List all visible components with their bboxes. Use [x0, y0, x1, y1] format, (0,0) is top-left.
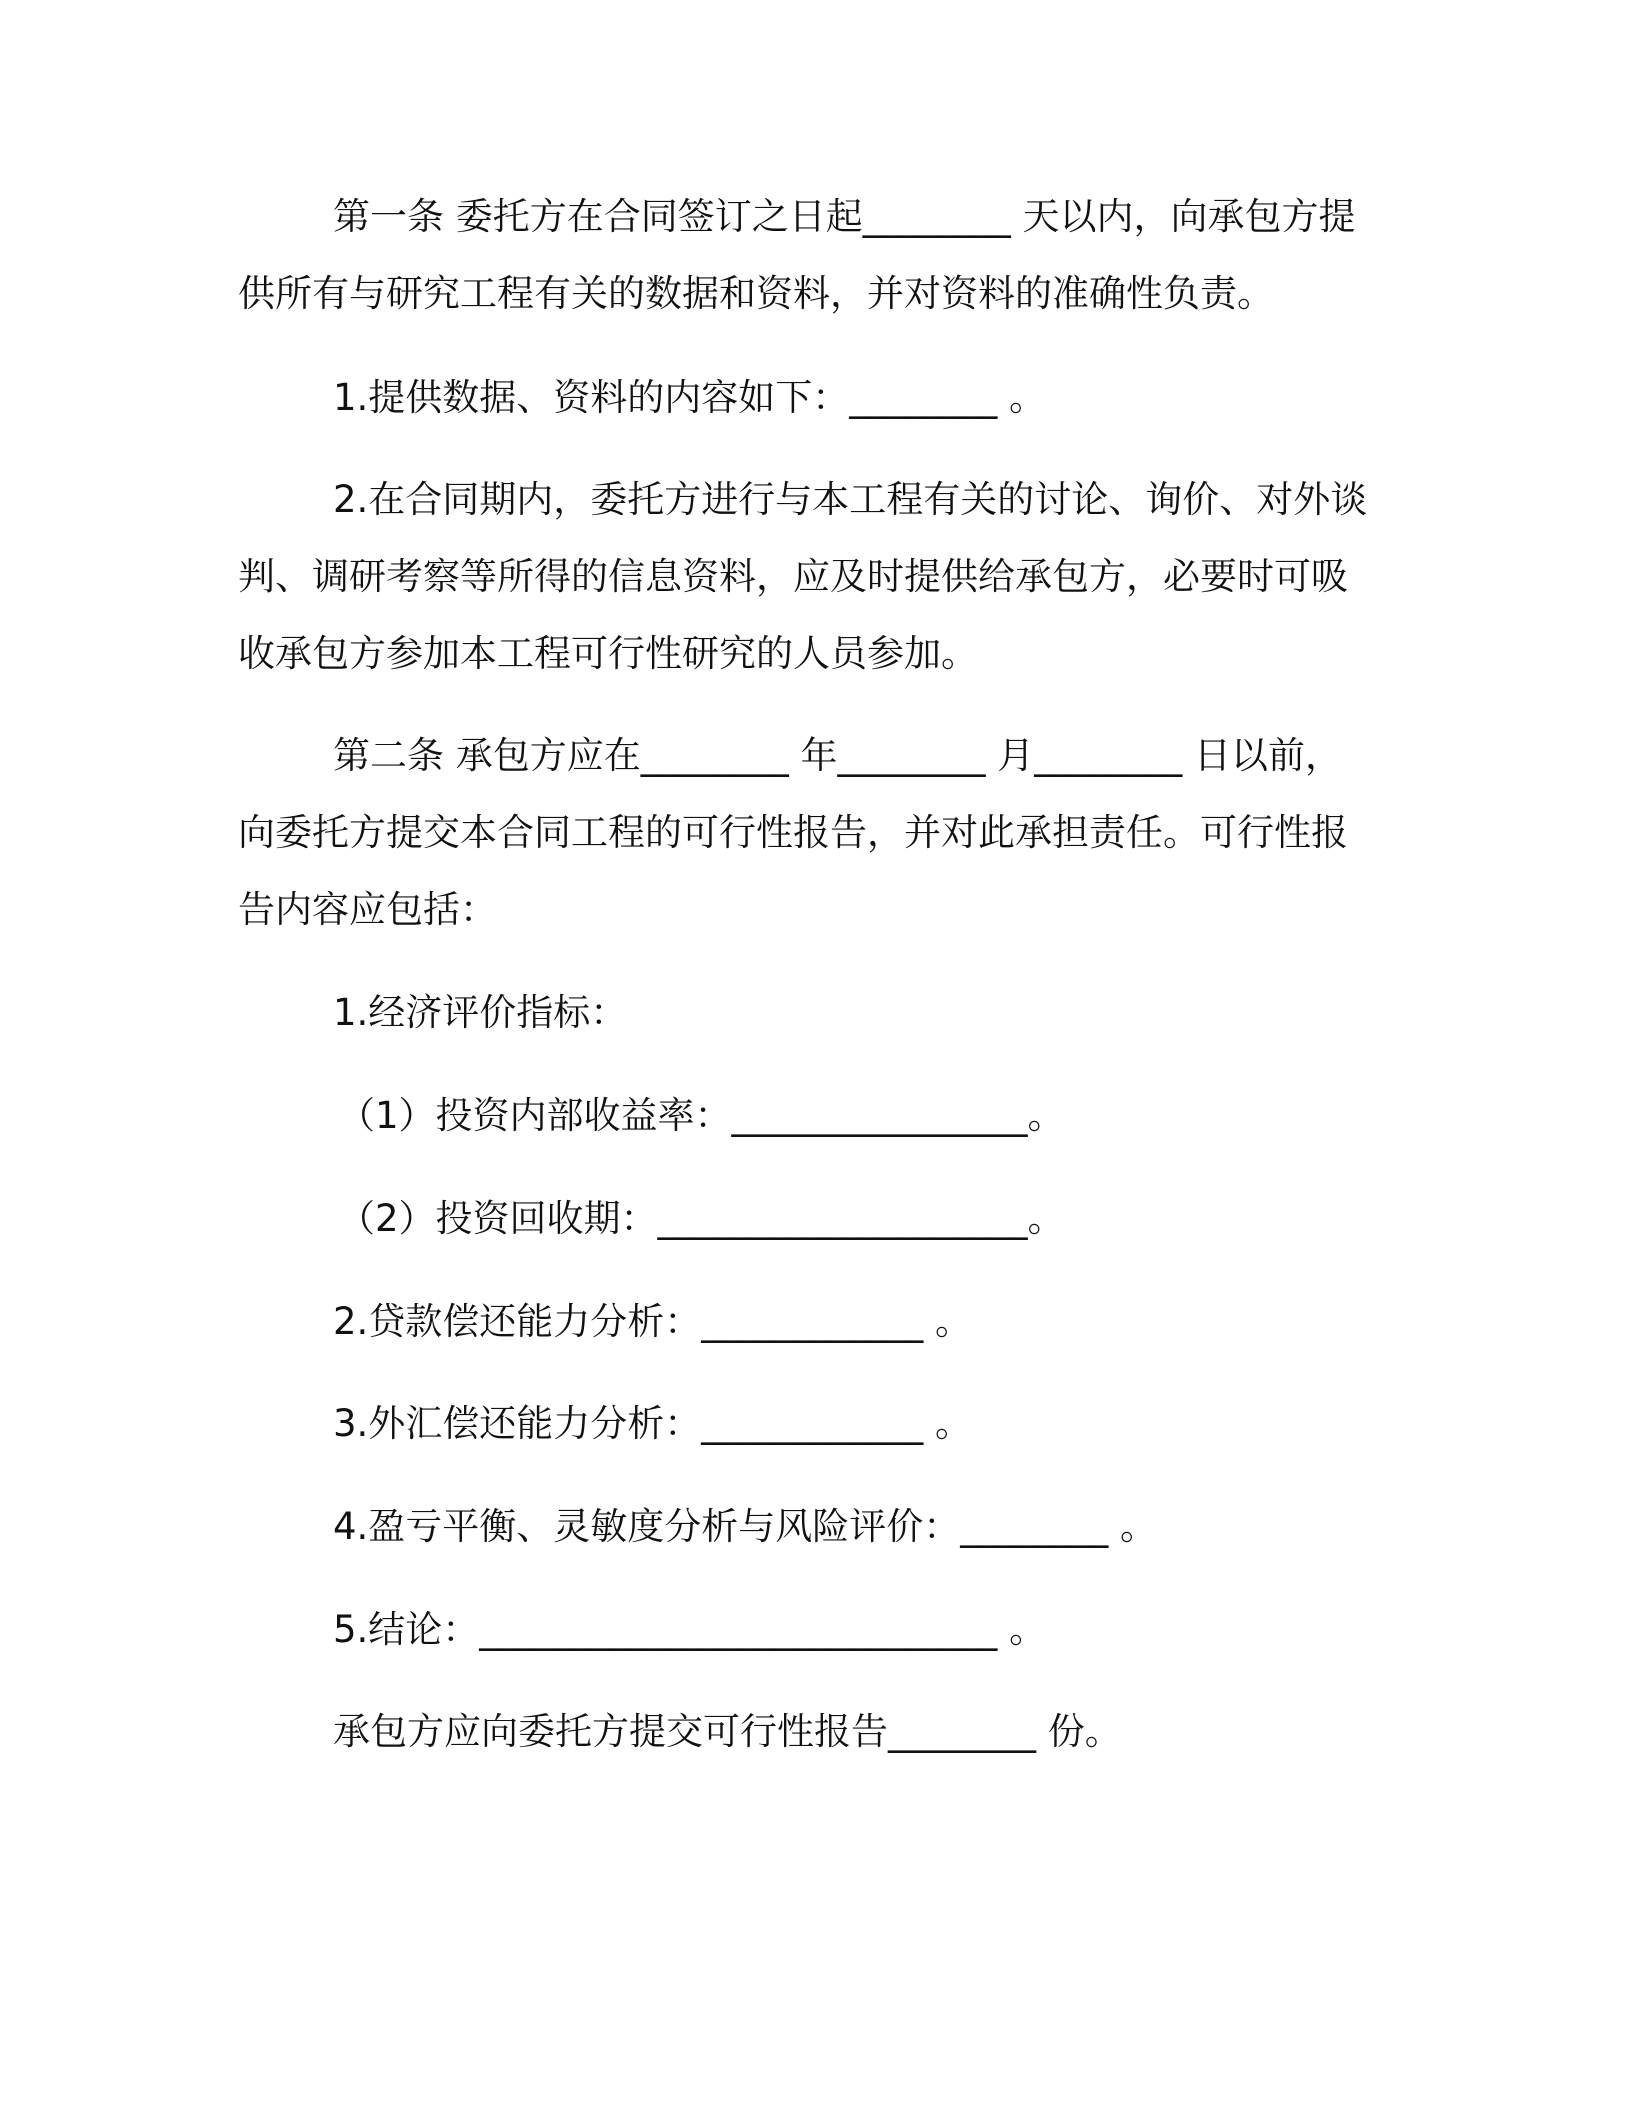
article-2-item-2: 2.贷款偿还能力分析：____________ 。	[333, 1300, 973, 1343]
article-2-item-1: 1.经济评价指标：	[333, 991, 628, 1034]
article-2-item-1-sub-2: （2）投资回收期：____________________。	[338, 1197, 1065, 1240]
article-2-item-1-sub-1: （1）投资内部收益率：________________。	[338, 1094, 1065, 1137]
article-2-item-3: 3.外汇偿还能力分析：____________ 。	[333, 1402, 973, 1445]
article-1-line-1: 第一条 委托方在合同签订之日起________ 天以内，向承包方提	[333, 195, 1356, 238]
article-1-item-2-line-1: 2.在合同期内，委托方进行与本工程有关的讨论、询价、对外谈	[333, 478, 1368, 521]
article-1-item-2-line-2: 判、调研考察等所得的信息资料，应及时提供给承包方，必要时可吸	[238, 555, 1348, 598]
article-1-item-1: 1.提供数据、资料的内容如下：________ 。	[333, 376, 1047, 419]
article-1-line-2: 供所有与研究工程有关的数据和资料，并对资料的准确性负责。	[238, 272, 1274, 315]
closing-line: 承包方应向委托方提交可行性报告________ 份。	[333, 1710, 1122, 1753]
article-2-line-2: 向委托方提交本合同工程的可行性报告，并对此承担责任。可行性报	[238, 811, 1348, 854]
article-1-item-2-line-3: 收承包方参加本工程可行性研究的人员参加。	[238, 632, 978, 675]
article-2-line-1: 第二条 承包方应在________ 年________ 月________ 日以前，	[333, 734, 1343, 777]
article-2-line-3: 告内容应包括：	[238, 888, 497, 931]
article-2-item-5: 5.结论：____________________________ 。	[333, 1608, 1047, 1651]
article-2-item-4: 4.盈亏平衡、灵敏度分析与风险评价：________ 。	[333, 1505, 1158, 1548]
